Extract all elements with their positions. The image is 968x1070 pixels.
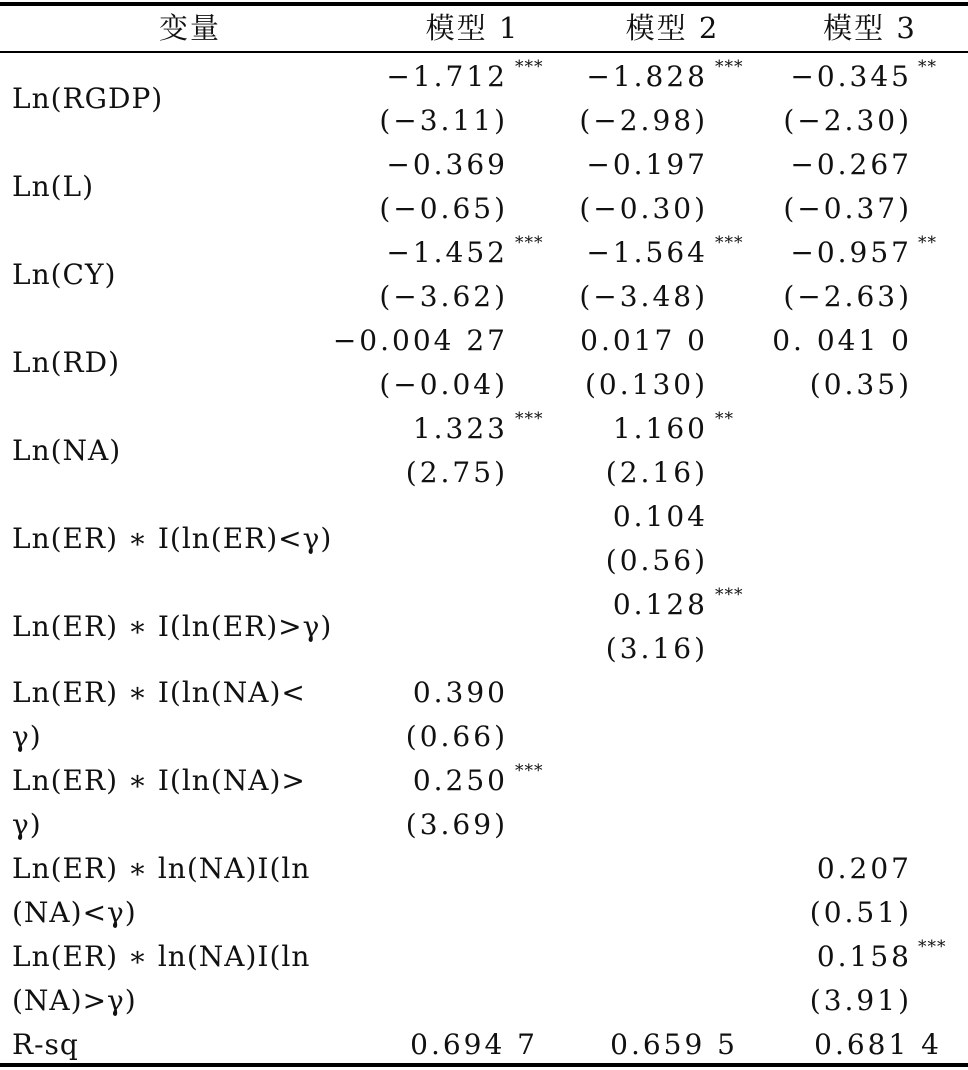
t-stat-cell: (0.56) [605,544,708,577]
significance-stars: *** [715,233,744,253]
t-stat-cell: (2.75) [405,456,508,489]
coefficient-cell: 0.017 0 [580,324,708,357]
coefficient-cell: −0.957 [790,236,912,269]
row-label: Ln(RD) [12,346,121,379]
row-label-line: γ) [12,808,42,841]
coefficient-cell: −0.004 27 [332,324,508,357]
t-stat-cell: (−0.65) [379,192,508,225]
t-stat-cell: (−2.30) [783,104,912,137]
coefficient-cell: 0.207 [816,852,912,885]
significance-stars: *** [515,233,544,253]
t-stat-cell: (0.35) [809,368,912,401]
t-stat-cell: (−2.63) [783,280,912,313]
row-label: Ln(L) [12,170,95,203]
row-label: Ln(ER) ∗ I(ln(ER)>γ) [12,610,333,643]
coefficient-cell: −0.267 [790,148,912,181]
row-label: Ln(RGDP) [12,82,164,115]
rsq-value: 0.681 4 [814,1028,942,1061]
coefficient-cell: −1.452 [386,236,508,269]
significance-stars: ** [918,233,937,253]
t-stat-cell: (3.91) [809,984,912,1017]
coefficient-cell: 0.104 [612,500,708,533]
row-label-line: Ln(ER) ∗ ln(NA)I(ln [12,940,311,973]
coefficient-cell: 0.250 [412,764,508,797]
rsq-value: 0.659 5 [610,1028,738,1061]
row-label-line: γ) [12,720,42,753]
significance-stars: ** [918,57,937,77]
table-bottom-rule [0,1063,968,1067]
row-label: Ln(CY) [12,258,117,291]
t-stat-cell: (−2.98) [579,104,708,137]
t-stat-cell: (−0.37) [783,192,912,225]
t-stat-cell: (0.130) [584,368,708,401]
coefficient-cell: −1.712 [386,60,508,93]
t-stat-cell: (−3.11) [379,104,508,137]
row-label-line: Ln(ER) ∗ ln(NA)I(ln [12,852,311,885]
significance-stars: *** [715,57,744,77]
coefficient-cell: −1.828 [586,60,708,93]
row-label: Ln(ER) ∗ I(ln(ER)<γ) [12,522,333,555]
rsq-label: R-sq [12,1028,79,1061]
coefficient-cell: −0.369 [386,148,508,181]
t-stat-cell: (−0.04) [379,368,508,401]
significance-stars: *** [918,937,947,957]
t-stat-cell: (0.66) [405,720,508,753]
coefficient-cell: 1.323 [412,412,508,445]
coefficient-cell: −1.564 [586,236,708,269]
header-model-3: 模型 3 [823,11,917,45]
t-stat-cell: (−0.30) [579,192,708,225]
significance-stars: *** [715,585,744,605]
t-stat-cell: (−3.48) [579,280,708,313]
rsq-value: 0.694 7 [410,1028,538,1061]
significance-stars: *** [515,761,544,781]
row-label-line: Ln(ER) ∗ I(ln(NA)< [12,676,306,709]
t-stat-cell: (3.69) [405,808,508,841]
t-stat-cell: (−3.62) [379,280,508,313]
header-model-2: 模型 2 [625,11,720,45]
coefficient-cell: 0. 041 0 [772,324,912,357]
t-stat-cell: (2.16) [605,456,708,489]
row-label-line: (NA)>γ) [12,984,137,1017]
coefficient-cell: 1.160 [612,412,708,445]
significance-stars: *** [515,57,544,77]
t-stat-cell: (0.51) [809,896,912,929]
significance-stars: *** [515,409,544,429]
header-variable: 变量 [158,11,221,45]
row-label: Ln(NA) [12,434,122,467]
coefficient-cell: 0.390 [412,676,508,709]
coefficient-cell: 0.158 [816,940,912,973]
coefficient-cell: −0.197 [586,148,708,181]
significance-stars: ** [715,409,734,429]
coefficient-cell: 0.128 [612,588,708,621]
header-model-1: 模型 1 [425,11,520,45]
row-label-line: (NA)<γ) [12,896,137,929]
table-header-rule [0,51,968,53]
t-stat-cell: (3.16) [605,632,708,665]
row-label-line: Ln(ER) ∗ I(ln(NA)> [12,764,306,797]
coefficient-cell: −0.345 [790,60,912,93]
